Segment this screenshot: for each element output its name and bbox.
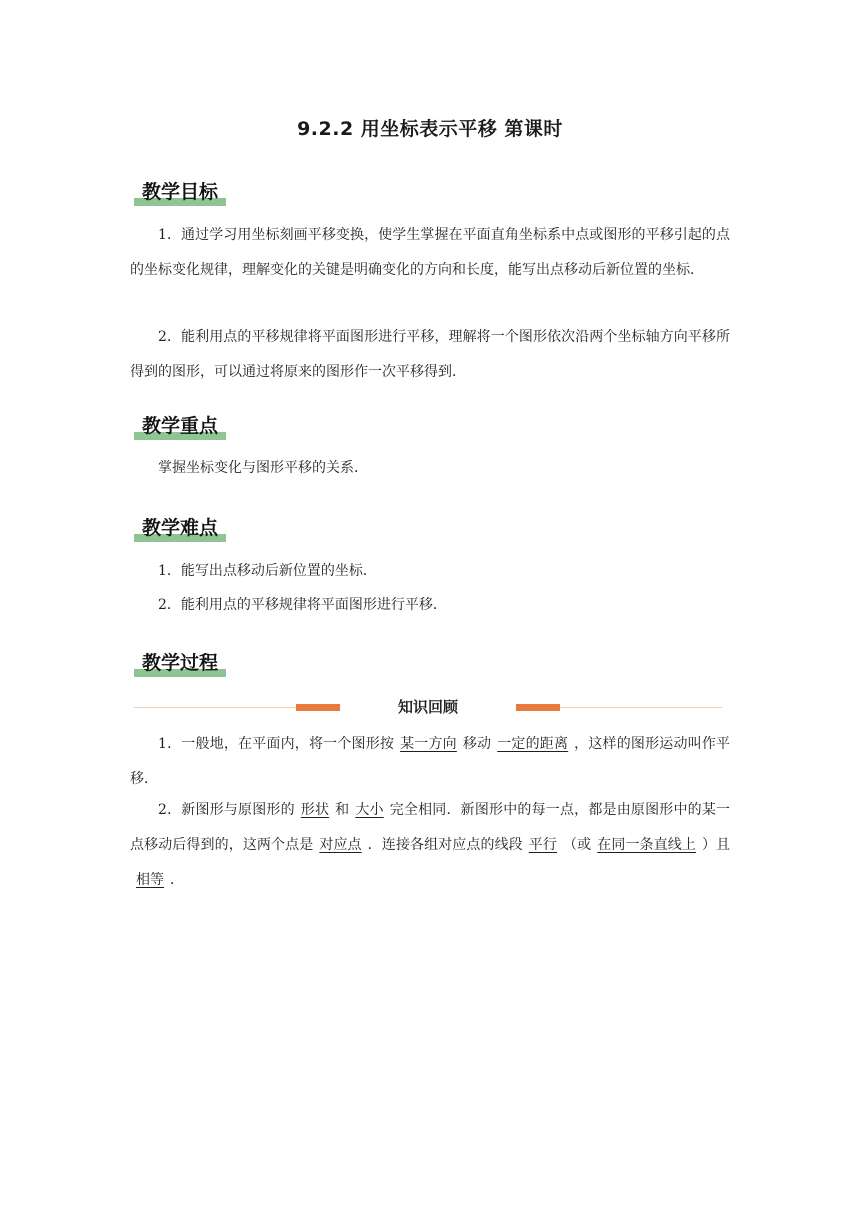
difficulty-paragraph-2: 2．能利用点的平移规律将平面图形进行平移．	[158, 597, 447, 613]
text: 2．新图形与原图形的	[158, 802, 295, 818]
text: ）且	[701, 837, 731, 853]
goal-paragraph-2: 2．能利用点的平移规律将平面图形进行平移，理解将一个图形依次沿两个坐标轴方向平移所得到的图形，可以通过将原来的图形作一次平移得到．	[130, 329, 730, 380]
section-title: 教学目标	[142, 181, 219, 203]
answer-blank: 某一方向	[400, 736, 457, 752]
text: 和	[335, 802, 350, 818]
review-question-2	[130, 793, 730, 898]
goal-paragraph-1: 1．通过学习用坐标刻画平移变换，使学生掌握在平面直角坐标系中点或图形的平移引起的点的坐标变化规律，理解变化的关键是明确变化的方向和长度，能写出点移动后新位置的坐标．	[130, 227, 730, 278]
divider-line-right	[560, 707, 722, 708]
divider-line-left	[134, 707, 296, 708]
text: 移动	[462, 736, 492, 752]
answer-blank: 一定的距离	[497, 736, 569, 752]
text: 1．一般地，在平面内，将一个图形按	[158, 736, 395, 752]
text: （或	[563, 837, 592, 853]
answer-blank: 形状	[300, 802, 330, 818]
difficulty-paragraph-1: 1．能写出点移动后新位置的坐标．	[158, 563, 377, 579]
section-title: 教学过程	[142, 652, 219, 674]
section-title: 教学重点	[142, 415, 219, 437]
divider-label: 知识回顾	[397, 698, 458, 716]
text: ．	[170, 872, 184, 888]
answer-blank: 平行	[528, 837, 558, 853]
divider-accent-left	[296, 704, 340, 711]
key-paragraph-1: 掌握坐标变化与图形平移的关系．	[158, 460, 368, 476]
answer-blank: 大小	[355, 802, 384, 818]
page-title: 9.2.2 用坐标表示平移 第课时	[297, 118, 563, 140]
answer-blank: 在同一条直线上	[597, 837, 696, 853]
divider-accent-right	[516, 704, 560, 711]
text: 完全相同．新图形中的每一点，都是由原图形中的某一点移动后得到的，这两个点是	[130, 802, 731, 853]
answer-blank: 相等	[136, 872, 164, 888]
review-question-1	[130, 727, 730, 797]
text: ．连接各组对应点的线段	[367, 837, 523, 853]
text: ，这样的图形运动叫作平移．	[130, 736, 731, 787]
answer-blank: 对应点	[319, 837, 362, 853]
section-title: 教学难点	[142, 517, 219, 539]
